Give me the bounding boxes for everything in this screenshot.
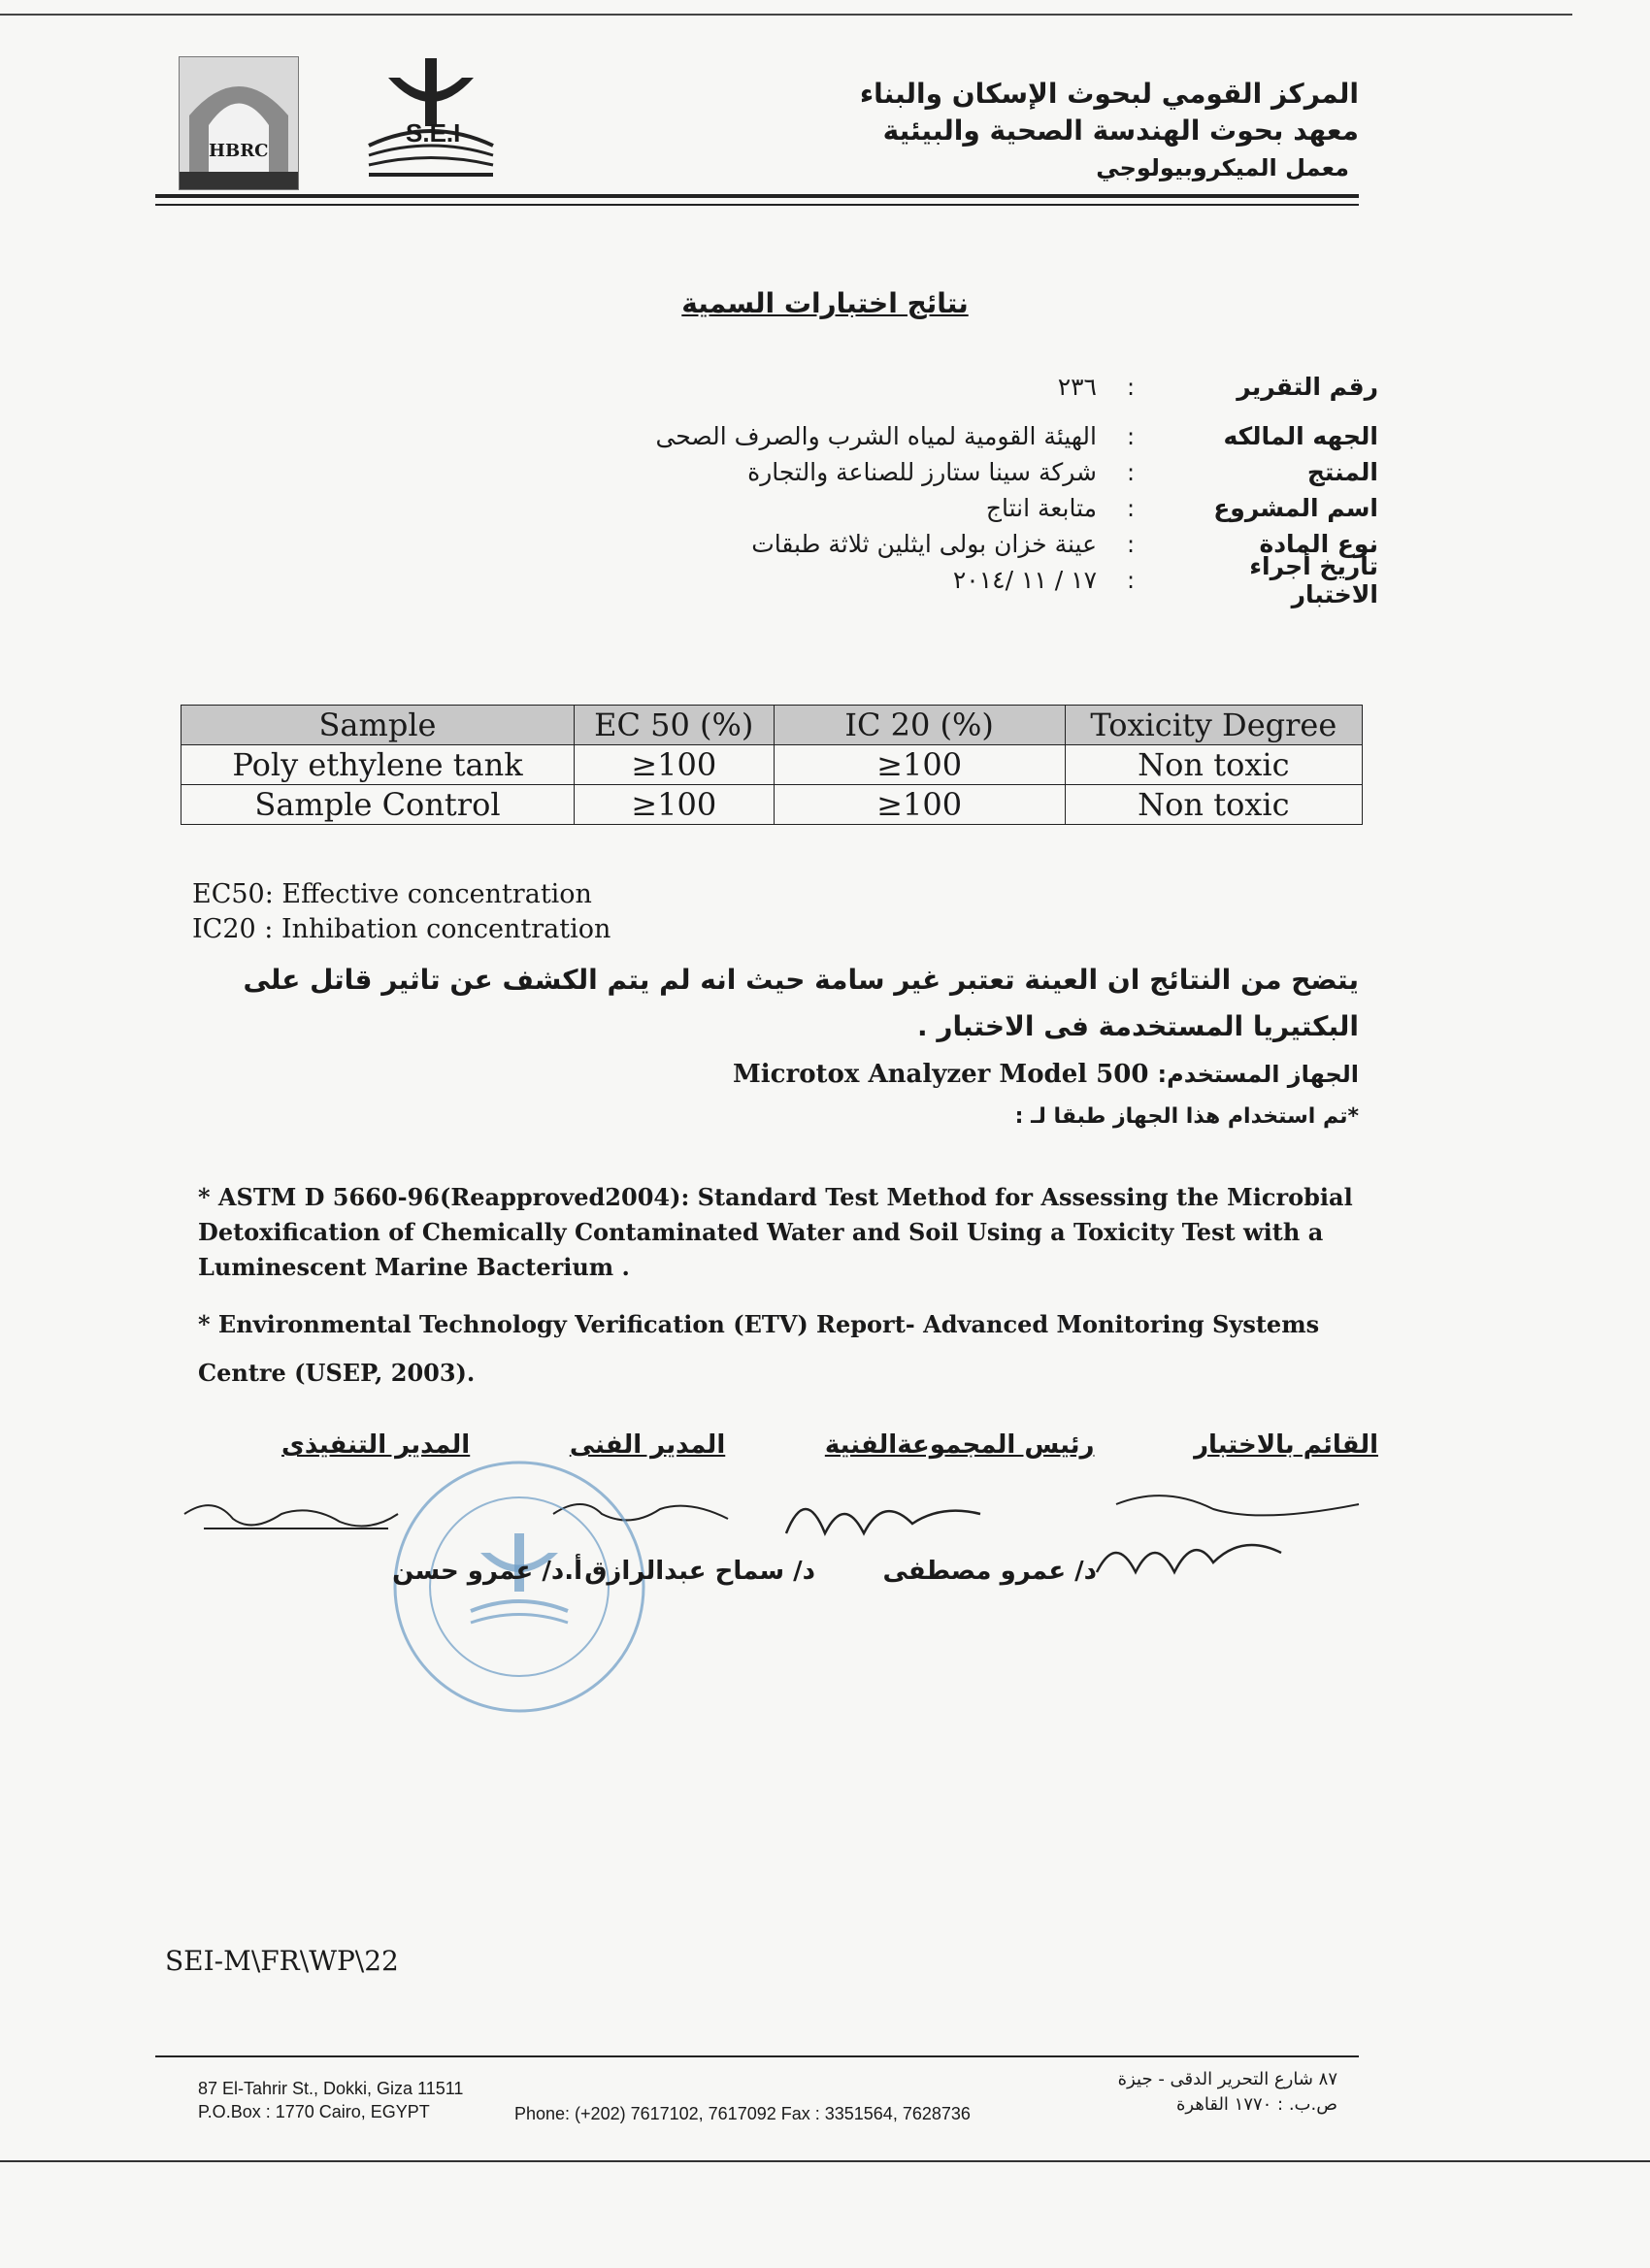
info-row-owner: [655, 418, 1378, 454]
footer-address-en: [198, 2077, 463, 2123]
org-line2: معهد بحوث الهندسة الصحية والبيئية: [882, 115, 1359, 147]
document-reference: SEI-M\FR\WP\22: [165, 1945, 399, 1977]
sei-logo-text: S.E.I: [406, 118, 461, 148]
cell-sample: Poly ethylene tank: [182, 745, 575, 785]
table-header-row: [182, 706, 1363, 745]
info-colon: :: [1126, 422, 1136, 450]
info-key: نوع المادة: [1259, 530, 1378, 558]
footer-phone: Phone: (+202) 7617102, 7617092 Fax : 3351564, 7628736: [514, 2104, 971, 2123]
reference-etv: * Environmental Technology Verification (ETV) Report- Advanced Monitoring Systems Centre (USEP, 2003).: [198, 1310, 1320, 1387]
info-colon: :: [1126, 458, 1136, 486]
header-rule: [155, 194, 1359, 198]
info-value: شركة سينا ستارز للصناعة والتجارة: [747, 458, 1097, 486]
results-table: [181, 705, 1363, 825]
definitions: [192, 877, 610, 947]
sig-title-executive-director: المدير التنفيذى: [281, 1430, 471, 1460]
address-line1: 87 El-Tahrir St., Dokki, Giza 11511: [198, 2079, 464, 2098]
info-colon: :: [1126, 566, 1136, 594]
device-note: *تم استخدام هذا الجهاز طبقا لـ :: [1014, 1104, 1359, 1129]
sig-title-group-head: رئيس المجموعةالفنية: [824, 1430, 1095, 1460]
reference-astm: * ASTM D 5660-96(Reapproved2004): Standard Test Method for Assessing the Microbial Detoxification of Chemically Contaminated Water and Soil Using a Toxicity Test with a Luminescent Marine Bacterium .: [198, 1183, 1353, 1281]
info-row-project: [655, 490, 1378, 526]
info-value: ١٧ / ١١ /٢٠١٤: [952, 566, 1097, 594]
info-key: تاريخ أجراء الاختبار: [1249, 551, 1378, 608]
info-value: ٢٣٦: [1057, 373, 1097, 401]
org-line1: المركز القومي لبحوث الإسكان والبناء: [859, 78, 1359, 110]
ic-definition: : Inhibation concentration: [255, 914, 611, 944]
table-row: [182, 785, 1363, 825]
sig-name-executive-director: أ.د/ عمرو حسن: [392, 1557, 582, 1586]
lab-name: معمل الميكروبيولوجي: [1096, 154, 1349, 181]
col-header-toxicity: Toxicity Degree: [1065, 706, 1362, 745]
info-colon: :: [1126, 373, 1136, 401]
info-key: اسم المشروع: [1213, 494, 1378, 522]
conclusion-text: يتضح من النتائج ان العينة تعتبر غير سامة حيث انه لم يتم الكشف عن تاثير قاتل على البكتيريا المستخدمة فى الاختبار .: [243, 964, 1359, 1042]
references: [198, 1180, 1372, 1397]
info-value: متابعة انتاج: [985, 494, 1097, 522]
table-row: [182, 745, 1363, 785]
device-label: الجهاز المستخدم:: [1157, 1061, 1359, 1088]
address-line2: P.O.Box : 1770 Cairo, EGYPT: [198, 2102, 430, 2121]
col-header-sample: Sample: [182, 706, 575, 745]
cell-ec50: ≥100: [574, 785, 774, 825]
ic-label: IC20: [192, 914, 256, 944]
cell-ec50: ≥100: [574, 745, 774, 785]
info-value: عينة خزان بولى ايثلين ثلاثة طبقات: [751, 530, 1097, 558]
info-colon: :: [1126, 494, 1136, 522]
header-rule-thin: [155, 204, 1359, 206]
cell-toxicity: Non toxic: [1065, 745, 1362, 785]
sig-name-technical-director: د/ سماح عبدالرازق: [584, 1557, 815, 1586]
cell-sample: Sample Control: [182, 785, 575, 825]
info-row-report-no: [655, 369, 1378, 405]
page-bottom-edge: [0, 2160, 1650, 2162]
info-key: رقم التقرير: [1237, 373, 1378, 401]
info-colon: :: [1126, 530, 1136, 558]
footer-address-ar: [1118, 2067, 1337, 2118]
info-key: الجهه المالكه: [1223, 422, 1378, 450]
page-top-edge: [0, 14, 1572, 16]
hbrc-logo: [179, 56, 299, 190]
ec-label: EC50: [192, 879, 265, 909]
report-info: [655, 369, 1378, 608]
col-header-ec50: EC 50 (%): [574, 706, 774, 745]
ec-definition: : Effective concentration: [264, 879, 592, 909]
header-org: [860, 76, 1359, 186]
footer-rule: [155, 2055, 1359, 2057]
sig-name-group-head: د/ عمرو مصطفى: [882, 1557, 1097, 1586]
device-line: [733, 1060, 1359, 1089]
sei-logo: [349, 58, 512, 179]
cell-ic20: ≥100: [774, 785, 1065, 825]
info-value: الهيئة القومية لمياه الشرب والصرف الصحى: [655, 422, 1097, 450]
device-value: Microtox Analyzer Model 500: [733, 1060, 1149, 1089]
info-row-product: [655, 454, 1378, 490]
cell-ic20: ≥100: [774, 745, 1065, 785]
sig-title-technical-director: المدير الفنى: [569, 1430, 726, 1460]
col-header-ic20: IC 20 (%): [774, 706, 1065, 745]
cell-toxicity: Non toxic: [1065, 785, 1362, 825]
sig-title-tester: القائم بالاختبار: [1194, 1430, 1378, 1460]
address-ar-line1: ٨٧ شارع التحرير الدقى - جيزة: [1117, 2069, 1337, 2089]
address-ar-line2: ص.ب. : ١٧٧٠ القاهرة: [1176, 2094, 1337, 2115]
info-key: المنتج: [1306, 458, 1378, 486]
info-row-test-date: [655, 551, 1378, 608]
report-title: نتائج اختبارات السمية: [681, 287, 969, 319]
hbrc-logo-text: HBRC: [209, 141, 269, 161]
signature-names: [281, 1557, 1378, 1595]
